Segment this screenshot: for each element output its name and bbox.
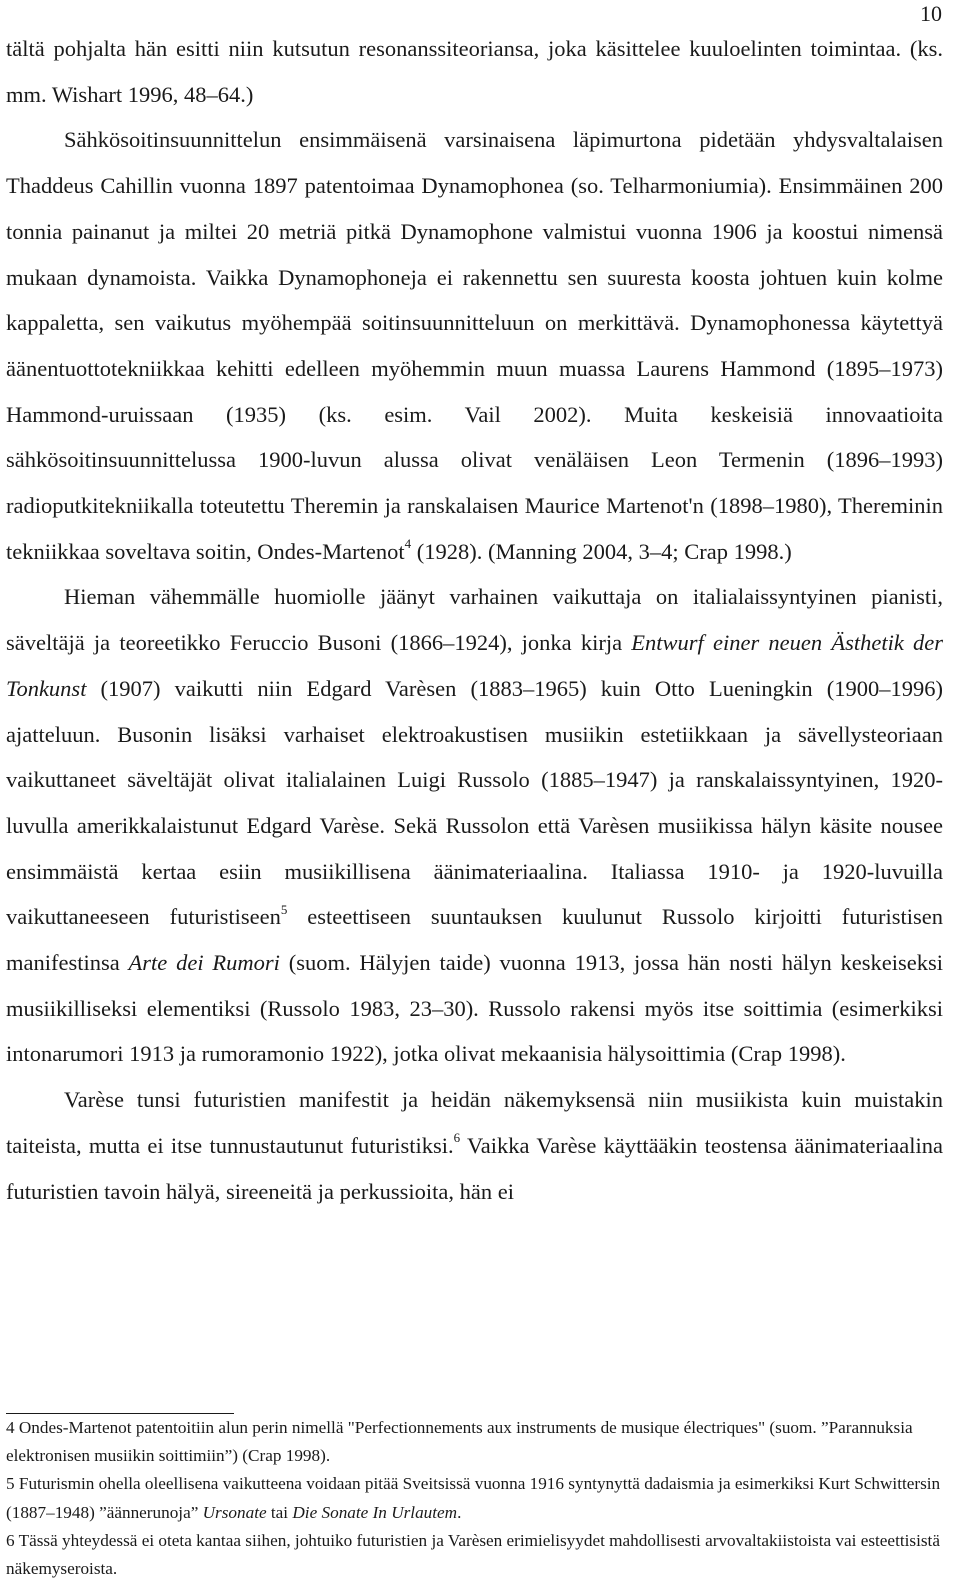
italic-title: Entwurf einer neuen Ästhetik der Tonkunst [6, 630, 943, 701]
text-segment: Sähkösoitinsuunnittelun ensimmäisenä varsinaisena läpimurtona pidetään yhdysvaltalaisen Thaddeus Cahillin vuonna 1897 patentoimaa Dynamophonea (so. Telharmoniumia). Ensimmäinen 200 tonnia painanut ja miltei 20 metriä pitkä Dynamophone valmistui vuonna 1906 ja koostui nimensä mukaan dynamoista. Vaikka Dynamophoneja ei rakennettu sen suuresta koosta johtuen kuin kolme kappaletta, sen vaikutus myöhempää soitinsuunnitteluun on merkittävä. Dynamophonessa käytettyä äänentuottotekniikkaa kehitti edelleen myöhemmin muun muassa Laurens Hammond (1895–1973) Hammond-uruissaan (1935) (ks. esim. Vail 2002). Muita keskeisiä innovaatioita sähkösoitinsuunnittelussa 1900-luvun alussa olivat venäläisen Leon Termenin (1896–1993) radioputkitekniikalla toteutettu Theremin ja ranskalaisen Maurice Martenot'n (1898–1980), Thereminin tekniikkaa soveltava soitin, Ondes-Martenot [6, 127, 943, 564]
footnotes [6, 1414, 943, 1583]
footnote [6, 1470, 943, 1526]
body-text [6, 26, 943, 1214]
text-segment: . [457, 1502, 462, 1522]
footnote-ref: 5 [280, 901, 288, 917]
text-segment: tai [266, 1502, 293, 1522]
paragraph [6, 1077, 943, 1214]
text-segment: Varèse tunsi futuristien manifestit ja heidän näkemyksensä niin musiikista kuin muistakin taiteista, mutta ei itse tunnustautunut futuristiksi. [6, 1087, 943, 1158]
text-segment: (suom. Hälyjen taide) vuonna 1913, jossa hän nosti hälyn keskeiseksi musiikilliseksi elementiksi (Russolo 1983, 23–30). Russolo rakensi myös itse soittimia (esimerkiksi intonarumori 1913 ja rumoramonio 1922), jotka olivat mekaanisia hälysoittimia (Crap 1998). [6, 950, 943, 1067]
text-segment: esteettiseen suuntauksen kuulunut Russolo kirjoitti futuristisen manifestinsa [6, 904, 944, 976]
footnote [6, 1527, 943, 1583]
text-segment: tältä pohjalta hän esitti niin kutsutun resonanssiteoriansa, joka käsittelee kuuloelinten toimintaa. (ks. mm. Wishart 1996, 48–64.) [6, 36, 943, 107]
italic-title: Arte dei Rumori [128, 950, 280, 976]
text-segment: Hieman vähemmälle huomiolle jäänyt varhainen vaikuttaja on italialaissyntyinen pianisti, säveltäjä ja teoreetikko Feruccio Busoni (1866–1924), jonka kirja [6, 584, 943, 656]
paragraph [6, 117, 943, 574]
text-segment: (1928). (Manning 2004, 3–4; Crap 1998.) [411, 538, 792, 564]
text-segment: Vaikka Varèse käyttääkin teostensa äänimateriaalina futuristien tavoin hälyä, sireeneitä ja perkussioita, hän ei [6, 1132, 943, 1204]
text-segment: 5 Futurismin ohella oleellisena vaikutteena voidaan pitää Sveitsissä vuonna 1916 syntynyttä dadaismia ja esimerkiksi Kurt Schwittersin (1887–1948) ”äännerunoja” [6, 1474, 941, 1522]
paragraph [6, 574, 943, 1077]
footnote [6, 1414, 943, 1470]
text-segment: (1907) vaikutti niin Edgard Varèsen (1883–1965) kuin Otto Lueningkin (1900–1996) ajatteluun. Busonin lisäksi varhaiset elektroakustisen musiikin estetiikkaan ja sävellysteoriaan vaikuttaneet säveltäjät olivat italialainen Luigi Russolo (1885–1947) ja ranskalaissyntyinen, 1920-luvulla amerikkalaistunut Edgard Varèse. Sekä Russolon että Varèsen musiikissa hälyn käsite nousee ensimmäistä kertaa esiin musiikillisena äänimateriaalina. Italiassa 1910- ja 1920-luvuilla vaikuttaneeseen futuristiseen [6, 675, 943, 930]
italic-title: Ursonate [202, 1502, 267, 1522]
italic-title: Die Sonate In Urlautem [292, 1502, 458, 1522]
footnote-ref: 6 [453, 1130, 461, 1146]
text-segment: 6 Tässä yhteydessä ei oteta kantaa siihen, johtuiko futuristien ja Varèsen erimielisyydet mahdollisesti arvovaltakiistoista vai esteettisistä näkemyseroista. [6, 1530, 940, 1579]
text-segment: 4 Ondes-Martenot patentoitiin alun perin nimellä "Perfectionnements aux instruments de musique électriques" (suom. ”Parannuksia elektronisen musiikin soittimiin”) (Crap 1998). [6, 1418, 913, 1466]
paragraph [6, 26, 943, 117]
page-number: 10 [920, 1, 942, 26]
footnote-ref: 4 [404, 536, 412, 552]
